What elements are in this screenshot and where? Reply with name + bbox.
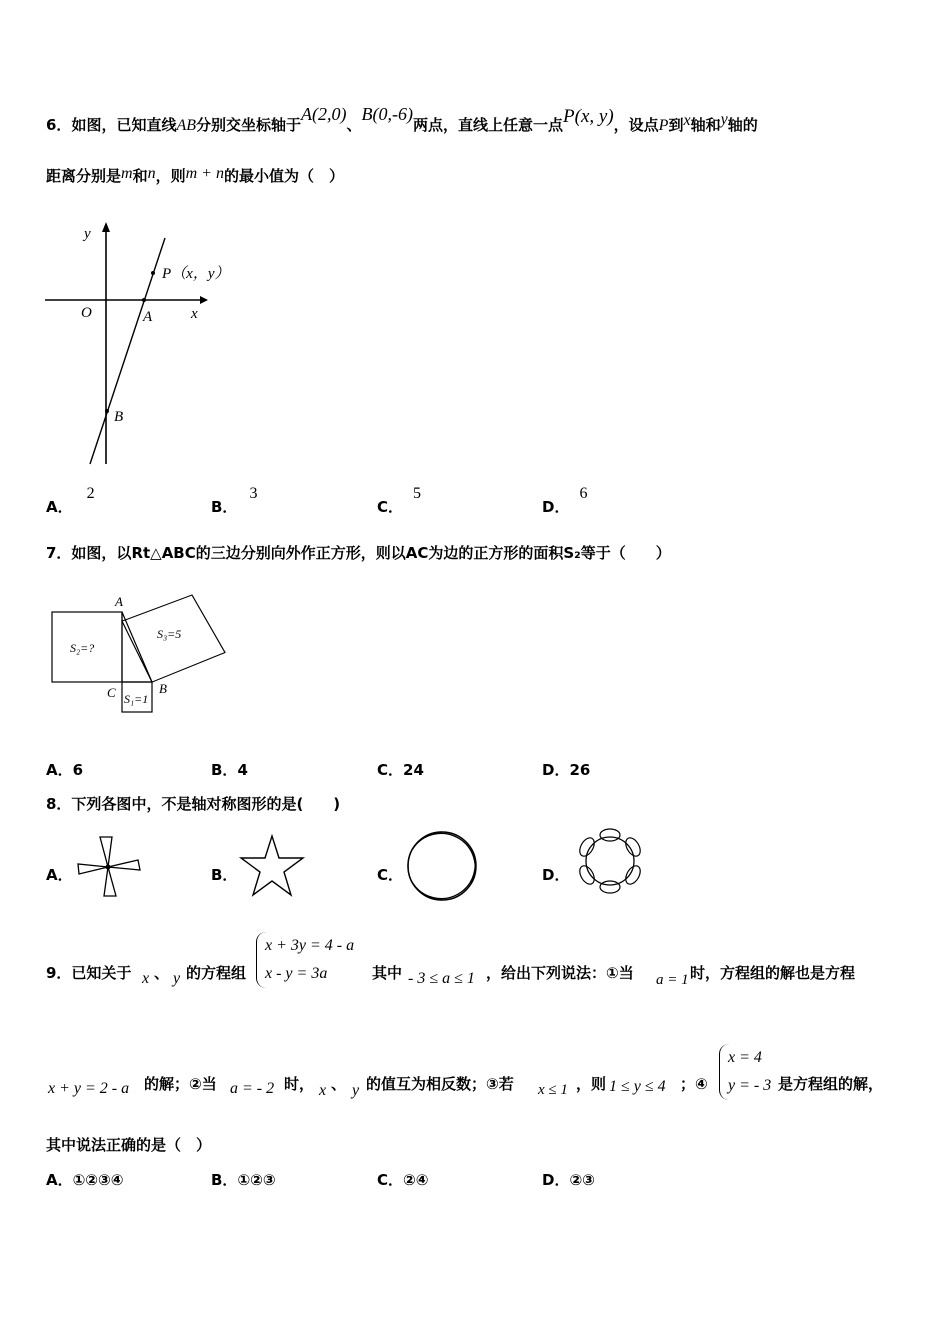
- q9-sep: 、: [154, 964, 170, 982]
- q9-then: ，则: [576, 1075, 607, 1093]
- q9-y-range: 1 ≤ y ≤ 4: [609, 1078, 666, 1095]
- q9-statement-2-mid: 时，: [284, 1075, 315, 1093]
- q8-flower-petal: [577, 835, 597, 858]
- q9-var-y-2: y: [352, 1082, 360, 1099]
- q9-solution-x: x = 4: [728, 1049, 762, 1066]
- q6-y-label: y: [84, 226, 91, 242]
- q9-var-x-2: x: [319, 1082, 327, 1099]
- q6-option-a[interactable]: A．2: [46, 485, 95, 516]
- q9-statement-1: ，给出下列说法：①当: [486, 964, 634, 982]
- q9-var-x: x: [142, 970, 150, 987]
- q6-o-label: O: [81, 305, 92, 321]
- q6-point-p-dot: [151, 271, 155, 275]
- q8-inner-arc-1: [408, 832, 442, 900]
- q6-figure-line-graph: [40, 218, 260, 470]
- q6-point-p: P(x, y): [563, 106, 614, 127]
- q9-option-c[interactable]: C．②④: [377, 1171, 429, 1189]
- q9-statement-4-end: 是方程组的解，: [778, 1075, 884, 1093]
- q6-point-a: A(2,0): [301, 104, 347, 124]
- q6-p-label: P（x，y）: [162, 266, 230, 282]
- q9-equation-system: [256, 932, 354, 988]
- q8-option-c[interactable]: C．: [377, 866, 404, 884]
- q9-statement-4: ；④: [680, 1075, 708, 1093]
- q7-a-label: A: [115, 594, 123, 609]
- q8-flower-inner-circle: [586, 837, 634, 885]
- q9-equation-2: x - y = 3a: [265, 965, 328, 982]
- q8-flower-petal: [600, 881, 620, 893]
- q8-flower-petal: [623, 863, 643, 886]
- q9-line1-part1: 9．已知关于: [46, 964, 132, 982]
- q8-pinwheel-blade-1: [100, 837, 112, 867]
- q9-where: 其中: [372, 964, 403, 982]
- q8-pinwheel-figure[interactable]: [76, 834, 146, 900]
- q8-pinwheel-blade-4: [78, 864, 108, 874]
- q7-c-label: C: [107, 685, 116, 700]
- q9-option-b[interactable]: B．①②③: [211, 1171, 276, 1189]
- q8-stem: 8．下列各图中，不是轴对称图形的是( ): [46, 795, 341, 813]
- q9-statement-2: 的解；②当: [144, 1075, 217, 1093]
- q6-option-d[interactable]: D．6: [542, 485, 588, 516]
- q9-a-equals-neg2: a = - 2: [230, 1080, 275, 1097]
- q6-m-plus-n: m + n: [185, 165, 224, 182]
- q8-flower-ring-figure[interactable]: [571, 826, 649, 896]
- q9-solution-system: [719, 1044, 771, 1100]
- q8-star-figure[interactable]: [238, 834, 306, 898]
- q6-x-axis-arrow: [200, 296, 208, 304]
- q9-x-le-1: x ≤ 1: [538, 1082, 568, 1098]
- q9-option-d[interactable]: D．②③: [542, 1171, 595, 1189]
- q9-equation-3: x + y = 2 - a: [48, 1080, 130, 1097]
- q9-statement-3: 的值互为相反数；③若: [366, 1075, 514, 1093]
- q8-option-b[interactable]: B．: [211, 866, 238, 884]
- q6-point-b-dot: [105, 409, 109, 413]
- q6-option-b[interactable]: B．3: [211, 485, 258, 516]
- q6-option-c[interactable]: C．5: [377, 485, 422, 516]
- q7-option-d[interactable]: D．26: [542, 761, 591, 779]
- q9-sep-2: 、: [331, 1075, 347, 1093]
- q7-figure-squares: [44, 590, 234, 720]
- q8-flower-petal: [623, 835, 643, 858]
- q9-option-a[interactable]: A．①②③④: [46, 1171, 124, 1189]
- q9-system-label: 的方程组: [186, 964, 247, 982]
- q7-option-a[interactable]: A．6: [46, 761, 84, 779]
- q8-pinwheel-blade-2: [108, 860, 140, 870]
- q6-a-label: A: [143, 309, 153, 325]
- q7-option-b[interactable]: B．4: [211, 761, 248, 779]
- q8-option-a[interactable]: A．: [46, 866, 73, 884]
- q8-pinwheel-blade-3: [104, 867, 116, 896]
- q8-flower-petal: [577, 863, 597, 886]
- q6-number: 6．: [46, 116, 72, 134]
- q7-s2-label: S₂=?: [70, 641, 95, 655]
- q7-s1-label: S₁=1: [124, 692, 149, 706]
- q9-var-y: y: [173, 970, 181, 987]
- q9-question: 其中说法正确的是（ ）: [46, 1136, 212, 1154]
- q6-line1: 6．如图，已知直线AB分别交坐标轴于A(2,0)、B(0,-6)两点，直线上任意一点P(x, y)，设点P到x轴和y轴的: [46, 104, 758, 134]
- q7-triangle-abc: [122, 612, 152, 682]
- q9-a-range: - 3 ≤ a ≤ 1: [408, 970, 475, 987]
- q6-b-label: B: [114, 409, 124, 425]
- q6-point-b: B(0,-6): [361, 104, 413, 124]
- q7-stem: 7．如图，以Rt△ABC的三边分别向外作正方形，则以AC为边的正方形的面积S₂等于（ ）: [46, 544, 671, 562]
- q6-x-label: x: [191, 306, 198, 322]
- q8-circle-arcs-figure[interactable]: [404, 828, 480, 904]
- q8-option-d[interactable]: D．: [542, 866, 570, 884]
- q6-y-axis-arrow: [102, 222, 110, 232]
- q9-solution-y: y = - 3: [728, 1077, 772, 1094]
- q7-s3-label: S₃=5: [157, 627, 182, 641]
- q9-statement-1-end: 时，方程组的解也是方程: [690, 964, 856, 982]
- q8-star-shape: [241, 836, 303, 895]
- q9-equation-1: x + 3y = 4 - a: [265, 937, 355, 954]
- q6-line2: 距离分别是m和n，则m + n的最小值为（ ）: [46, 165, 344, 185]
- q7-b-label: B: [159, 681, 167, 696]
- q9-a-equals-1: a = 1: [656, 972, 689, 988]
- q6-point-a-dot: [142, 298, 146, 302]
- q8-pinwheel-center: [106, 865, 111, 870]
- q8-flower-petal: [600, 829, 620, 841]
- q7-option-c[interactable]: C．24: [377, 761, 424, 779]
